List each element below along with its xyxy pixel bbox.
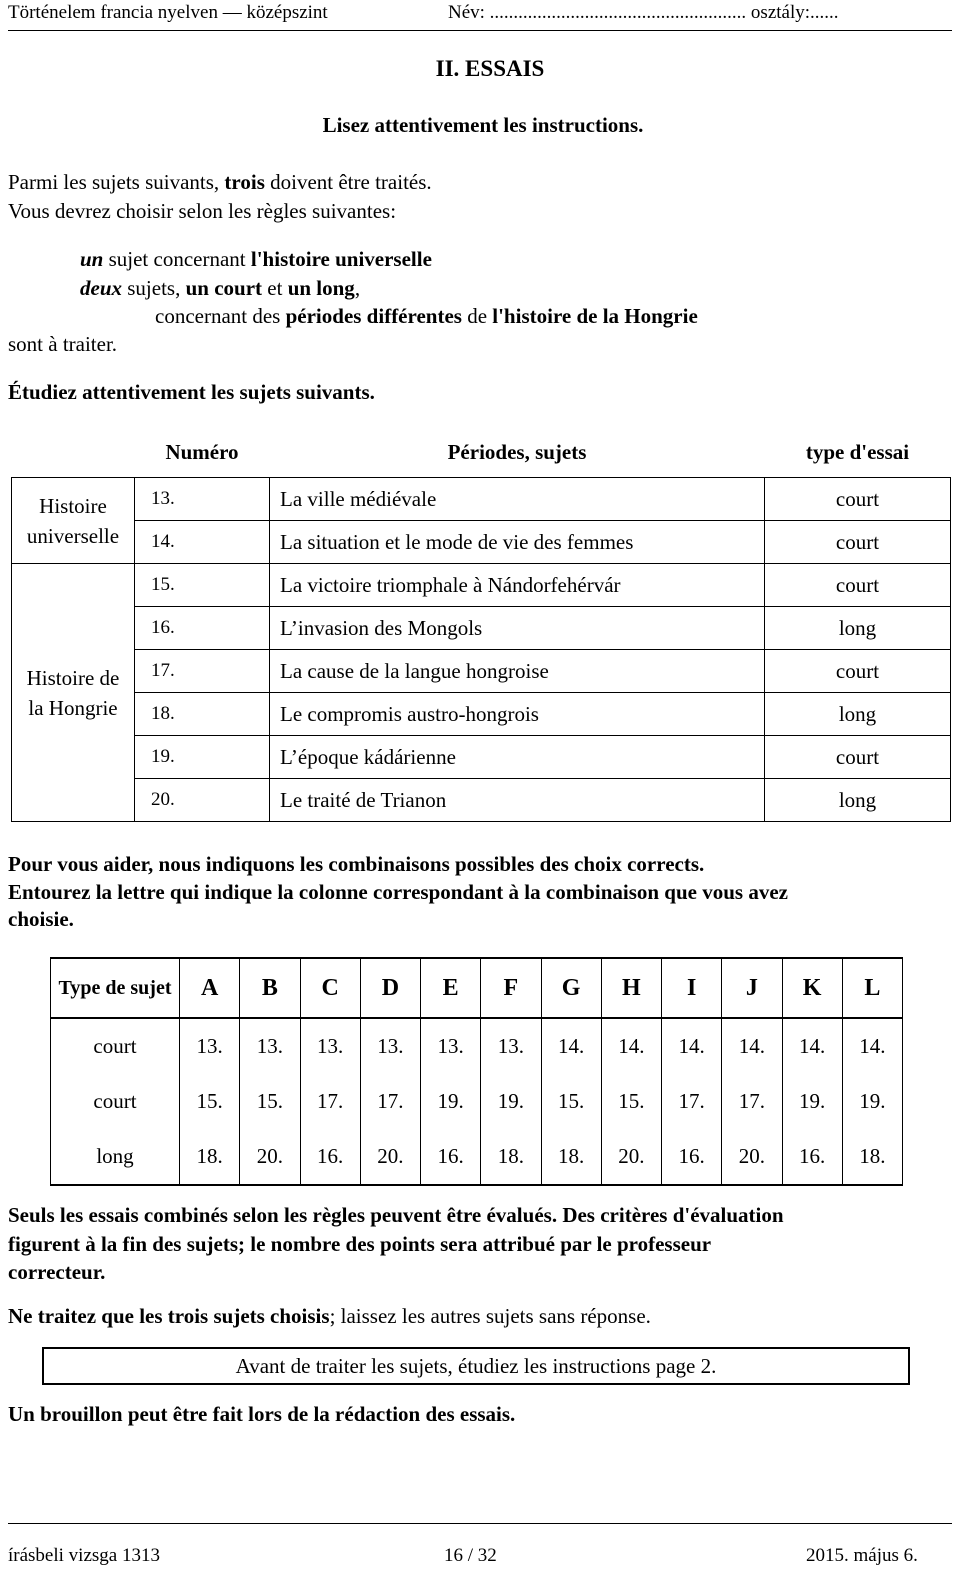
- combination-letter[interactable]: A: [180, 958, 240, 1018]
- combination-cell: 15.: [240, 1074, 300, 1129]
- topic-description: L’époque kádárienne: [270, 736, 765, 779]
- only-three-emphasis: Ne traitez que les trois sujets choisis: [8, 1304, 330, 1328]
- combination-cell: 16.: [421, 1129, 481, 1185]
- rule-emphasis: deux: [80, 276, 122, 300]
- combination-row-label: court: [51, 1074, 180, 1129]
- topic-type: long: [765, 607, 951, 650]
- combination-cell: 16.: [782, 1129, 842, 1185]
- combination-cell: 14.: [722, 1018, 782, 1074]
- combination-cell: 18.: [180, 1129, 240, 1185]
- combination-cell: 13.: [300, 1018, 360, 1074]
- combination-cell: 17.: [722, 1074, 782, 1129]
- topic-row: [12, 736, 951, 779]
- footer-divider: [8, 1523, 952, 1524]
- combination-cell: 14.: [782, 1018, 842, 1074]
- combination-cell: 16.: [300, 1129, 360, 1185]
- combination-letter[interactable]: C: [300, 958, 360, 1018]
- topics-header-description: Périodes, sujets: [447, 439, 587, 464]
- combination-letter[interactable]: J: [722, 958, 782, 1018]
- rules-line-2: figurent à la fin des sujets; le nombre des points sera attribué par le professeur: [8, 1232, 712, 1256]
- rule-line-3: [155, 304, 698, 329]
- rules-line-3: correcteur.: [8, 1260, 106, 1284]
- only-three-text: ; laissez les autres sujets sans réponse.: [329, 1304, 651, 1328]
- rule-text: et: [262, 276, 288, 300]
- combination-cell: 14.: [662, 1018, 722, 1074]
- combination-cell: 17.: [300, 1074, 360, 1129]
- topic-number: 20.: [135, 779, 270, 822]
- combination-cell: 16.: [662, 1129, 722, 1185]
- combinations-header-row: [51, 958, 903, 1018]
- rule-emphasis: l'histoire de la Hongrie: [492, 304, 698, 328]
- topic-row: [12, 607, 951, 650]
- topic-description: L’invasion des Mongols: [270, 607, 765, 650]
- rule-text: ,: [354, 276, 361, 300]
- combination-cell: 13.: [240, 1018, 300, 1074]
- combination-cell: 18.: [541, 1129, 601, 1185]
- combination-cell: 19.: [421, 1074, 481, 1129]
- combination-letter[interactable]: G: [541, 958, 601, 1018]
- combination-cell: 13.: [180, 1018, 240, 1074]
- combination-row-label: court: [51, 1018, 180, 1074]
- topic-description: La victoire triomphale à Nándorfehérvár: [270, 564, 765, 607]
- topic-type: court: [765, 521, 951, 564]
- topic-row: [12, 521, 951, 564]
- combination-cell: 15.: [601, 1074, 661, 1129]
- group-universal-history: Histoire universelle: [12, 478, 135, 564]
- topic-description: Le traité de Trianon: [270, 779, 765, 822]
- help-line-1: Pour vous aider, nous indiquons les combinaisons possibles des choix corrects.: [8, 852, 705, 876]
- topic-number: 13.: [135, 478, 270, 521]
- combination-letter[interactable]: B: [240, 958, 300, 1018]
- study-instruction: Étudiez attentivement les sujets suivants.: [8, 380, 375, 404]
- combination-cell: 18.: [842, 1129, 902, 1185]
- combination-row: [51, 1018, 903, 1074]
- section-title: II. ESSAIS: [435, 56, 545, 81]
- topics-header-row: [12, 427, 951, 478]
- only-three-instruction: [8, 1304, 651, 1329]
- combinations-table: [50, 957, 903, 1186]
- topic-type: long: [765, 779, 951, 822]
- combination-letter[interactable]: E: [421, 958, 481, 1018]
- combination-letter[interactable]: F: [481, 958, 541, 1018]
- rules-line-1: Seuls les essais combinés selon les règles peuvent être évalués. Des critères d'évaluation: [8, 1203, 784, 1227]
- rule-emphasis: un: [80, 247, 104, 271]
- combination-cell: 14.: [601, 1018, 661, 1074]
- combination-cell: 13.: [421, 1018, 481, 1074]
- intro-line-2: Vous devrez choisir selon les règles suivantes:: [8, 199, 397, 223]
- intro-text: Parmi les sujets suivants,: [8, 170, 225, 194]
- draft-note: Un brouillon peut être fait lors de la rédaction des essais.: [8, 1402, 516, 1426]
- combination-cell: 14.: [842, 1018, 902, 1074]
- footer-page-number: 16 / 32: [444, 1545, 497, 1566]
- topics-table: [11, 427, 951, 822]
- rule-emphasis: un long: [287, 276, 355, 300]
- header-name-class-field: Név: ...................................................... osztály:......: [448, 2, 839, 23]
- topic-type: court: [765, 564, 951, 607]
- intro-line-1: [8, 170, 432, 195]
- help-line-3: choisie.: [8, 907, 74, 931]
- rule-text: de: [461, 304, 493, 328]
- rule-emphasis: un court: [185, 276, 263, 300]
- combination-cell: 20.: [240, 1129, 300, 1185]
- combination-cell: 20.: [360, 1129, 420, 1185]
- combination-cell: 19.: [782, 1074, 842, 1129]
- combination-letter[interactable]: D: [360, 958, 420, 1018]
- combination-cell: 20.: [722, 1129, 782, 1185]
- topic-number: 15.: [135, 564, 270, 607]
- combination-cell: 19.: [481, 1074, 541, 1129]
- combination-row: [51, 1074, 903, 1129]
- combination-letter[interactable]: I: [662, 958, 722, 1018]
- combination-cell: 15.: [541, 1074, 601, 1129]
- topic-row: [12, 693, 951, 736]
- topic-description: La ville médiévale: [270, 478, 765, 521]
- rule-text: concernant des: [155, 304, 286, 328]
- combination-cell: 13.: [360, 1018, 420, 1074]
- footer-date: 2015. május 6.: [806, 1545, 918, 1566]
- rule-emphasis: l'histoire universelle: [250, 247, 432, 271]
- topic-number: 18.: [135, 693, 270, 736]
- footer-exam-code: írásbeli vizsga 1313: [8, 1545, 160, 1566]
- combinations-body: [51, 1018, 903, 1185]
- topic-description: La cause de la langue hongroise: [270, 650, 765, 693]
- combination-cell: 17.: [662, 1074, 722, 1129]
- topics-header-number: Numéro: [165, 439, 239, 464]
- topic-number: 16.: [135, 607, 270, 650]
- combination-cell: 20.: [601, 1129, 661, 1185]
- combination-row: [51, 1129, 903, 1185]
- topic-number: 17.: [135, 650, 270, 693]
- topic-type: long: [765, 693, 951, 736]
- instruction-heading: Lisez attentivement les instructions.: [322, 113, 644, 137]
- rule-text: sujets,: [122, 276, 186, 300]
- combinations-header-label: Type de sujet: [51, 958, 180, 1018]
- combination-letter[interactable]: L: [842, 958, 902, 1018]
- combination-cell: 19.: [842, 1074, 902, 1129]
- topic-row: [12, 478, 951, 521]
- header-subject: Történelem francia nyelven — középszint: [8, 2, 328, 23]
- topic-row: [12, 650, 951, 693]
- combination-cell: 17.: [360, 1074, 420, 1129]
- topic-row: [12, 564, 951, 607]
- topics-header-blank: [12, 427, 135, 478]
- topic-type: court: [765, 478, 951, 521]
- intro-emphasis: trois: [224, 170, 265, 194]
- topics-header-type: type d'essai: [805, 439, 910, 464]
- boxed-notice: Avant de traiter les sujets, étudiez les instructions page 2.: [42, 1347, 910, 1385]
- topic-row: [12, 779, 951, 822]
- topic-number: 14.: [135, 521, 270, 564]
- combination-cell: 15.: [180, 1074, 240, 1129]
- rule-emphasis: périodes différentes: [285, 304, 462, 328]
- rule-text: sujet concernant: [103, 247, 251, 271]
- topic-description: Le compromis austro-hongrois: [270, 693, 765, 736]
- combination-row-label: long: [51, 1129, 180, 1185]
- group-hungarian-history: Histoire de la Hongrie: [12, 564, 135, 822]
- header-divider: [8, 30, 952, 31]
- topic-number: 19.: [135, 736, 270, 779]
- combination-letter[interactable]: K: [782, 958, 842, 1018]
- intro-line-end: sont à traiter.: [8, 332, 118, 356]
- topic-type: court: [765, 650, 951, 693]
- help-line-2: Entourez la lettre qui indique la colonne correspondant à la combinaison que vous avez: [8, 880, 788, 904]
- topic-description: La situation et le mode de vie des femmes: [270, 521, 765, 564]
- combination-cell: 18.: [481, 1129, 541, 1185]
- topic-type: court: [765, 736, 951, 779]
- intro-text: doivent être traités.: [264, 170, 432, 194]
- combination-letter[interactable]: H: [601, 958, 661, 1018]
- rule-line-1: [80, 247, 432, 272]
- combination-cell: 13.: [481, 1018, 541, 1074]
- combination-cell: 14.: [541, 1018, 601, 1074]
- rule-line-2: [80, 276, 360, 301]
